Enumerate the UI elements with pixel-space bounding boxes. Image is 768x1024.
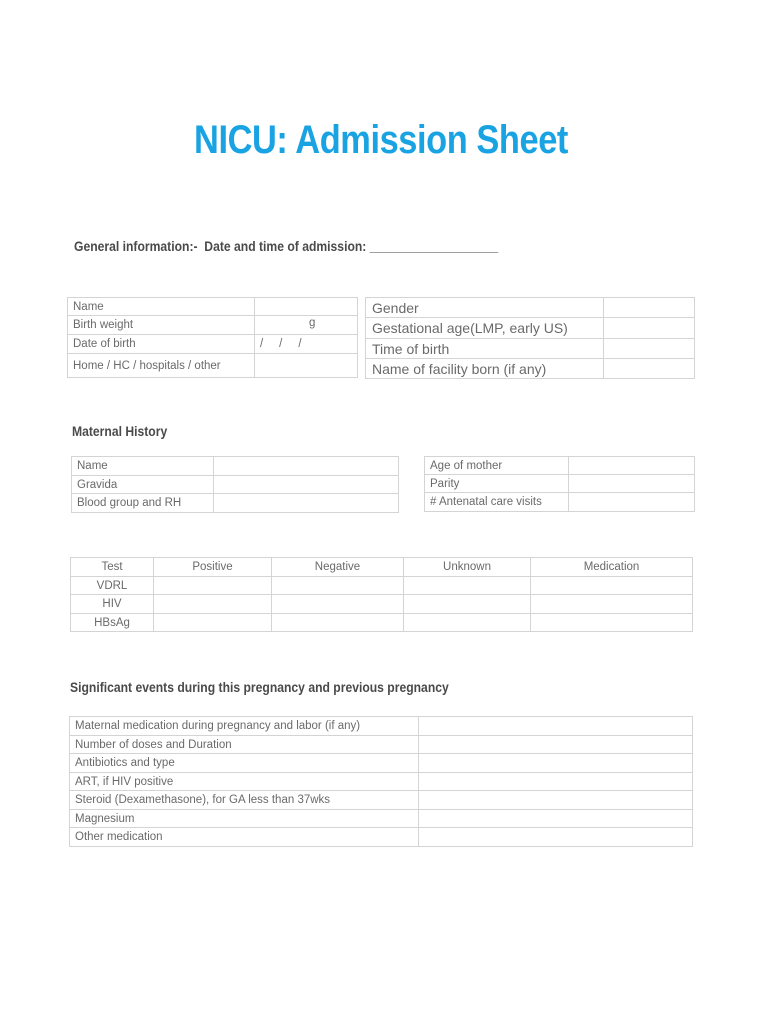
hiv-negative-cell[interactable] (272, 595, 404, 614)
birth-weight-unit: g (309, 317, 316, 329)
field-label: Gravida (72, 476, 214, 494)
field-label: Other medication (70, 828, 419, 847)
column-header: Test (71, 558, 154, 577)
hbsag-negative-cell[interactable] (272, 614, 404, 632)
table-row (366, 318, 695, 339)
maternal-medication-field[interactable] (419, 717, 693, 736)
facility-born-field[interactable] (604, 359, 695, 379)
table-row (68, 316, 358, 335)
table-header-row (71, 558, 693, 577)
table-row (70, 736, 693, 754)
field-label: Steroid (Dexamethasone), for GA less than 37wks (70, 791, 419, 810)
table-row (70, 810, 693, 828)
gravida-field[interactable] (214, 476, 399, 494)
field-label: Time of birth (366, 339, 604, 359)
field-label: Name of facility born (if any) (366, 359, 604, 379)
significant-events-heading: Significant events during this pregnancy and previous pregnancy (70, 680, 449, 695)
vdrl-negative-cell[interactable] (272, 577, 404, 595)
table-row (366, 298, 695, 318)
field-label: Maternal medication during pregnancy and labor (if any) (70, 717, 419, 736)
maternal-right-table (424, 456, 695, 512)
field-label: Age of mother (425, 457, 569, 475)
table-row (71, 595, 693, 614)
hbsag-unknown-cell[interactable] (404, 614, 531, 632)
test-name: VDRL (71, 577, 154, 595)
hiv-medication-cell[interactable] (531, 595, 693, 614)
mother-name-field[interactable] (214, 457, 399, 476)
magnesium-field[interactable] (419, 810, 693, 828)
table-row (72, 457, 399, 476)
antibiotics-field[interactable] (419, 754, 693, 773)
gender-field[interactable] (604, 298, 695, 318)
field-label: Date of birth (68, 335, 255, 354)
field-label: Antibiotics and type (70, 754, 419, 773)
hiv-unknown-cell[interactable] (404, 595, 531, 614)
vdrl-medication-cell[interactable] (531, 577, 693, 595)
field-label: Number of doses and Duration (70, 736, 419, 754)
general-info-heading (74, 239, 498, 254)
page-title: NICU: Admission Sheet (194, 118, 568, 162)
significant-events-table (69, 716, 693, 847)
column-header: Medication (531, 558, 693, 577)
birth-weight-field[interactable] (255, 316, 358, 335)
vdrl-positive-cell[interactable] (154, 577, 272, 595)
table-row (71, 577, 693, 595)
mother-age-field[interactable] (569, 457, 695, 475)
field-label: Gender (366, 298, 604, 318)
table-row (71, 614, 693, 632)
other-medication-field[interactable] (419, 828, 693, 847)
doses-duration-field[interactable] (419, 736, 693, 754)
date-of-birth-field[interactable] (255, 335, 358, 354)
column-header: Unknown (404, 558, 531, 577)
hbsag-positive-cell[interactable] (154, 614, 272, 632)
vdrl-unknown-cell[interactable] (404, 577, 531, 595)
hiv-positive-cell[interactable] (154, 595, 272, 614)
field-label: Parity (425, 475, 569, 493)
field-label: Name (68, 298, 255, 316)
table-row (72, 476, 399, 494)
gestational-age-field[interactable] (604, 318, 695, 339)
name-field[interactable] (255, 298, 358, 316)
table-row (366, 359, 695, 379)
table-row (70, 717, 693, 736)
table-row (70, 828, 693, 847)
blood-group-field[interactable] (214, 494, 399, 513)
steroid-field[interactable] (419, 791, 693, 810)
table-row (70, 754, 693, 773)
antenatal-visits-field[interactable] (569, 493, 695, 512)
field-label: Blood group and RH (72, 494, 214, 513)
maternal-history-heading: Maternal History (72, 424, 168, 439)
column-header: Negative (272, 558, 404, 577)
field-label: Gestational age(LMP, early US) (366, 318, 604, 339)
table-row (68, 354, 358, 378)
field-label: Birth weight (68, 316, 255, 335)
maternal-tests-table (70, 557, 693, 632)
art-field[interactable] (419, 773, 693, 791)
parity-field[interactable] (569, 475, 695, 493)
test-name: HIV (71, 595, 154, 614)
general-info-label: General information:- (74, 239, 198, 254)
column-header: Positive (154, 558, 272, 577)
table-row (425, 475, 695, 493)
table-row (72, 494, 399, 513)
test-name: HBsAg (71, 614, 154, 632)
date-of-birth-separators: / / / (260, 338, 302, 350)
general-info-left-table (67, 297, 358, 378)
time-of-birth-field[interactable] (604, 339, 695, 359)
table-row (70, 791, 693, 810)
field-label: ART, if HIV positive (70, 773, 419, 791)
field-label: Home / HC / hospitals / other (68, 354, 255, 378)
admission-datetime-label: Date and time of admission: ___________________ (204, 239, 499, 254)
table-row (68, 335, 358, 354)
general-info-right-table (365, 297, 695, 379)
place-of-birth-field[interactable] (255, 354, 358, 378)
field-label: Magnesium (70, 810, 419, 828)
table-row (425, 493, 695, 512)
table-row (68, 298, 358, 316)
table-row (70, 773, 693, 791)
hbsag-medication-cell[interactable] (531, 614, 693, 632)
table-row (425, 457, 695, 475)
field-label: Name (72, 457, 214, 476)
table-row (366, 339, 695, 359)
maternal-left-table (71, 456, 399, 513)
field-label: # Antenatal care visits (425, 493, 569, 512)
